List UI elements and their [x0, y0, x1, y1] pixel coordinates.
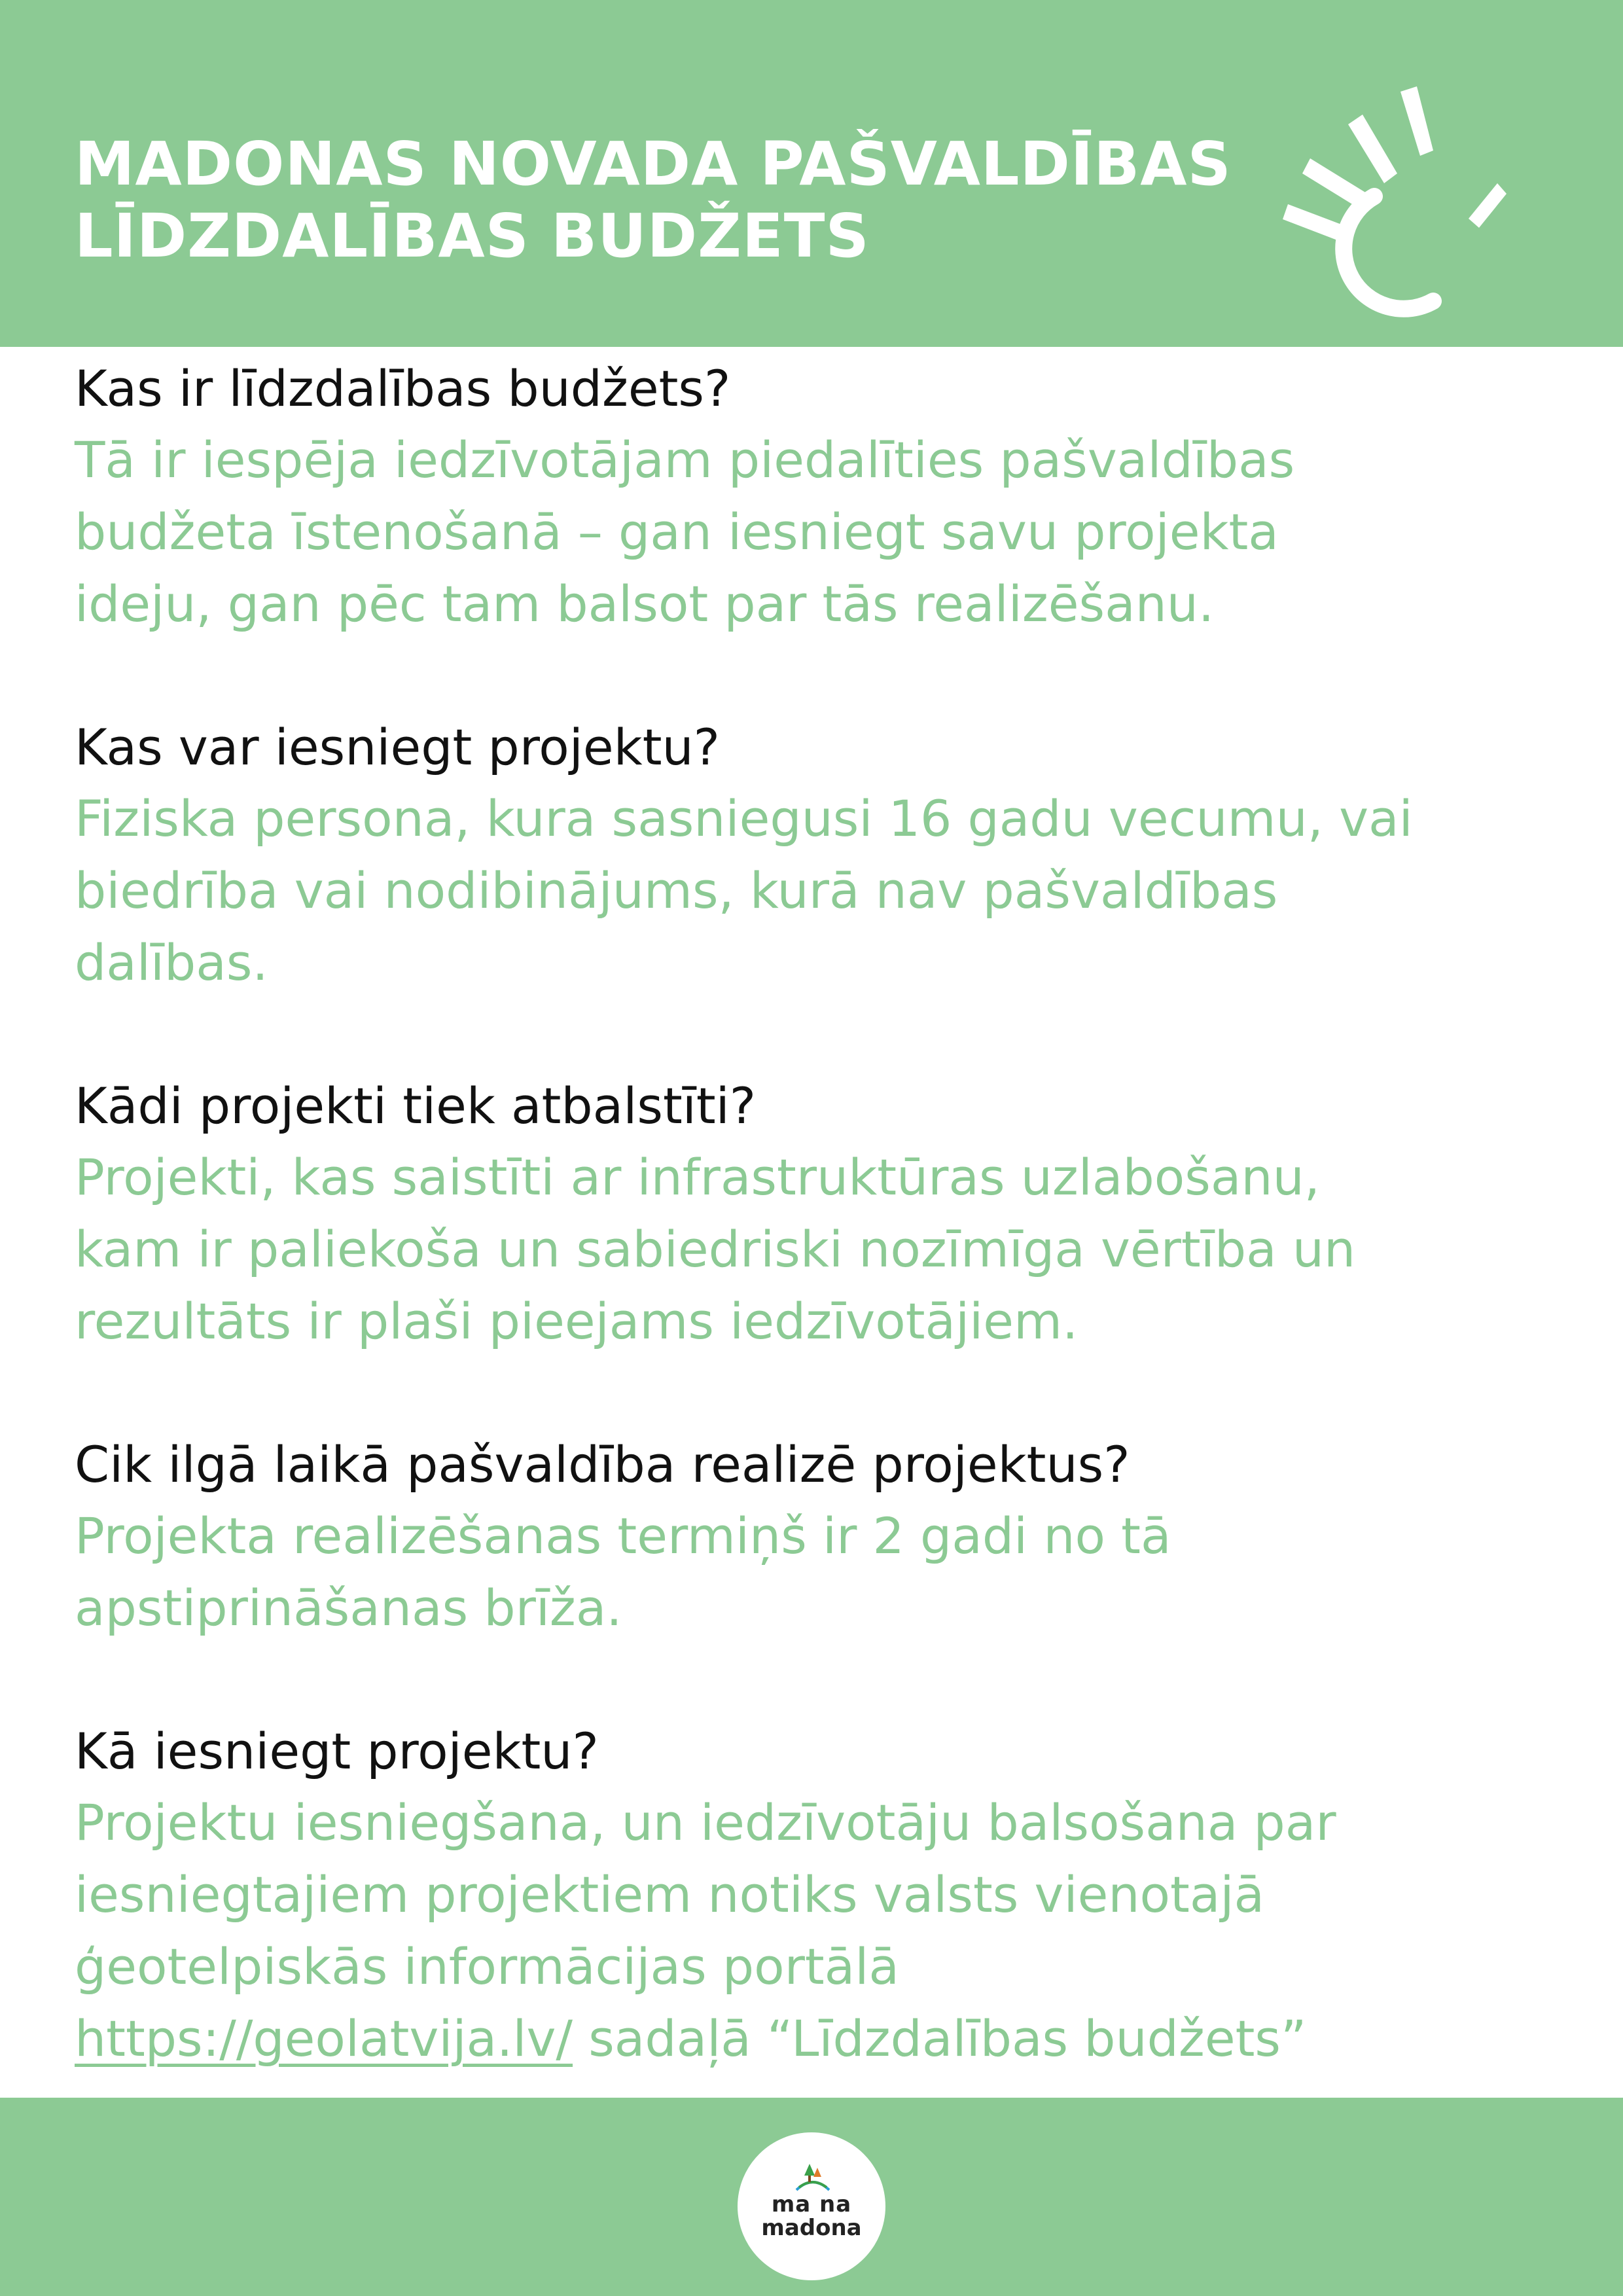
faq-question: Kā iesniegt projektu?: [75, 1722, 599, 1780]
faq-answer: [75, 424, 1580, 640]
answer-line: Projekta realizēšanas termiņš ir 2 gadi no tā: [75, 1507, 1171, 1565]
faq-item: [75, 353, 1580, 640]
answer-line-with-link: [75, 2003, 1580, 2075]
answer-line: apstiprināšanas brīža.: [75, 1579, 622, 1637]
header-banner: [0, 0, 1623, 347]
faq-content: [75, 353, 1580, 2147]
answer-line: kam ir paliekoša un sabiedriski nozīmīga vērtība un: [75, 1220, 1356, 1278]
answer-line: budžeta īstenošanā – gan iesniegt savu projekta: [75, 503, 1279, 561]
faq-question: Cik ilgā laikā pašvaldība realizē projektus?: [75, 1435, 1130, 1494]
answer-line: Tā ir iespēja iedzīvotājam piedalīties pašvaldības: [75, 431, 1295, 489]
sun-rays-icon: [1283, 79, 1518, 321]
logo-line-2: madona: [761, 2215, 862, 2241]
answer-line: Projektu iesniegšana, un iedzīvotāju balsošana par: [75, 1793, 1336, 1852]
title-line-1: MADONAS NOVADA PAŠVALDĪBAS: [75, 129, 1232, 199]
faq-answer: [75, 1141, 1580, 1357]
mana-madona-logo: [738, 2132, 885, 2280]
answer-line: ideju, gan pēc tam balsot par tās realizēšanu.: [75, 575, 1215, 633]
link-trailing-text: sadaļā “Līdzdalības budžets”: [573, 2009, 1307, 2068]
faq-question: Kas ir līdzdalības budžets?: [75, 359, 731, 418]
answer-line: biedrība vai nodibinājums, kurā nav pašvaldības: [75, 861, 1278, 920]
footer-banner: [0, 2098, 1623, 2296]
answer-line: Fiziska persona, kura sasniegusi 16 gadu vecumu, vai: [75, 789, 1413, 848]
answer-line: ģeotelpiskās informācijas portālā: [75, 1937, 899, 1996]
geolatvija-link[interactable]: https://geolatvija.lv/: [75, 2009, 573, 2068]
faq-item: [75, 1716, 1580, 2075]
faq-question: Kas var iesniegt projektu?: [75, 718, 720, 776]
faq-item: [75, 1071, 1580, 1357]
answer-line: dalības.: [75, 933, 268, 992]
logo-line-1: ma na: [771, 2191, 852, 2217]
faq-item: [75, 712, 1580, 999]
answer-line: rezultāts ir plaši pieejams iedzīvotājiem.: [75, 1292, 1079, 1350]
page-title: [75, 128, 1232, 272]
answer-line: iesniegtajiem projektiem notiks valsts vienotajā: [75, 1865, 1265, 1924]
faq-answer: [75, 1787, 1580, 2075]
answer-line: Projekti, kas saistīti ar infrastruktūras uzlabošanu,: [75, 1148, 1320, 1206]
faq-answer: [75, 783, 1580, 999]
faq-item: [75, 1429, 1580, 1644]
tree-hill-icon: [795, 2161, 830, 2194]
title-line-2: LĪDZDALĪBAS BUDŽETS: [75, 201, 870, 271]
faq-answer: [75, 1500, 1580, 1644]
faq-question: Kādi projekti tiek atbalstīti?: [75, 1077, 757, 1135]
